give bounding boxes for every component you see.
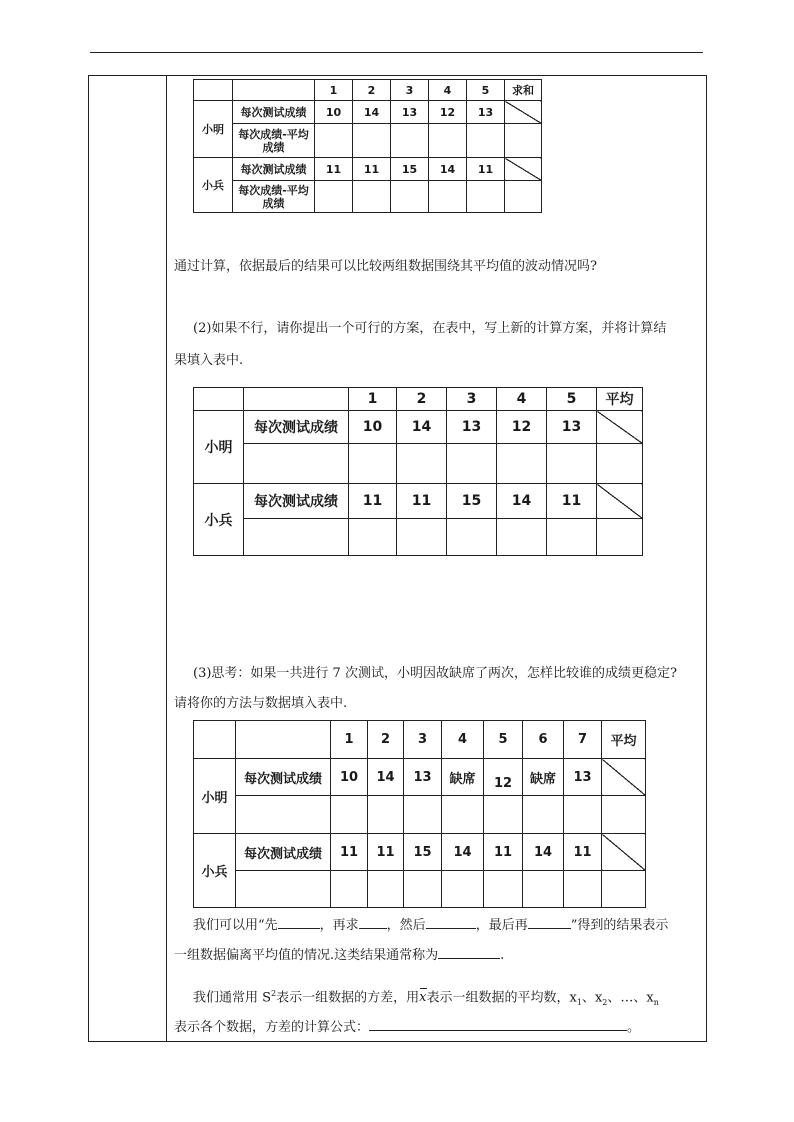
table-header-row: [194, 721, 646, 759]
question-3-line2: 请将你的方法与数据填入表中.: [174, 696, 348, 711]
header-cell: 5: [467, 80, 505, 101]
answer-blank[interactable]: [359, 915, 387, 929]
score-cell: 12: [484, 759, 523, 796]
header-cell: 1: [331, 721, 368, 759]
answer-cell[interactable]: [353, 124, 391, 158]
score-cell: 14: [523, 834, 564, 871]
text-fragment: 、x: [581, 990, 603, 1006]
question-2-line2: 果填入表中.: [174, 353, 244, 368]
header-cell: 4: [429, 80, 467, 101]
score-cell: 11: [331, 834, 368, 871]
frame-column-divider: [166, 75, 167, 1042]
text-fragment: 、…、x: [607, 990, 654, 1006]
answer-cell[interactable]: [564, 871, 602, 908]
answer-cell[interactable]: [404, 871, 442, 908]
text-fragment: ，再求: [319, 918, 359, 933]
answer-label-cell[interactable]: [236, 796, 331, 834]
score-cell: 15: [404, 834, 442, 871]
table-row: [194, 158, 542, 181]
header-cell: 求和: [505, 80, 542, 101]
answer-blank[interactable]: [278, 915, 320, 929]
answer-cell[interactable]: [597, 444, 643, 484]
row-label: 每次测试成绩: [233, 101, 315, 124]
header-cell: 3: [391, 80, 429, 101]
diagonal-cell: [597, 411, 643, 444]
score-cell: 13: [447, 411, 497, 444]
header-cell: [194, 721, 236, 759]
text-fragment: 一组数据偏离平均值的情况.这类结果通常称为: [174, 948, 439, 963]
header-cell: [244, 388, 349, 411]
answer-cell[interactable]: [467, 181, 505, 213]
row-label: 每次成绩-平均成绩: [233, 181, 315, 213]
student-name-cell: 小明: [194, 759, 236, 834]
answer-cell[interactable]: [331, 871, 368, 908]
score-cell: 13: [467, 101, 505, 124]
score-cell: 11: [547, 484, 597, 519]
score-cell: 14: [368, 759, 404, 796]
score-cell: 12: [429, 101, 467, 124]
answer-cell[interactable]: [547, 444, 597, 484]
answer-cell[interactable]: [447, 444, 497, 484]
fill-blank-line-1: [193, 915, 723, 935]
diagonal-cell: [505, 158, 542, 181]
header-cell: 6: [523, 721, 564, 759]
answer-cell[interactable]: [467, 124, 505, 158]
answer-cell[interactable]: [397, 444, 447, 484]
text-fragment: 表示各个数据，方差的计算公式：: [174, 1020, 370, 1035]
answer-cell[interactable]: [442, 871, 484, 908]
row-label: 每次成绩-平均成绩: [233, 124, 315, 158]
header-cell: [194, 388, 244, 411]
answer-cell[interactable]: [484, 871, 523, 908]
answer-label-cell[interactable]: [244, 444, 349, 484]
answer-cell[interactable]: [349, 519, 397, 556]
text-fragment: .: [500, 948, 505, 963]
header-cell: 1: [315, 80, 353, 101]
answer-cell[interactable]: [315, 124, 353, 158]
student-name-cell: 小明: [194, 411, 244, 484]
score-cell: 15: [391, 158, 429, 181]
score-cell: 14: [497, 484, 547, 519]
score-cell: 11: [349, 484, 397, 519]
answer-cell[interactable]: [564, 796, 602, 834]
answer-label-cell[interactable]: [236, 871, 331, 908]
text-fragment: ，然后: [386, 918, 426, 933]
score-cell: 11: [564, 834, 602, 871]
table-row: [194, 444, 643, 484]
answer-cell[interactable]: [497, 519, 547, 556]
answer-cell[interactable]: [368, 796, 404, 834]
answer-cell[interactable]: [331, 796, 368, 834]
subscript: n: [653, 997, 659, 1007]
text-fragment: 我们通常用 S: [193, 990, 272, 1006]
answer-cell[interactable]: [602, 871, 646, 908]
header-cell: 2: [397, 388, 447, 411]
header-cell: 4: [442, 721, 484, 759]
table-row: [194, 871, 646, 908]
score-cell: 14: [442, 834, 484, 871]
score-cell: 10: [315, 101, 353, 124]
header-cell: 3: [447, 388, 497, 411]
header-cell: 7: [564, 721, 602, 759]
answer-blank[interactable]: [426, 915, 476, 929]
score-sum-table: [193, 79, 542, 213]
answer-cell[interactable]: [523, 871, 564, 908]
student-name-cell: 小兵: [194, 484, 244, 556]
answer-cell[interactable]: [447, 519, 497, 556]
diagonal-cell: [597, 484, 643, 519]
score-cell: 13: [391, 101, 429, 124]
text-fragment: ”得到的结果表示: [570, 918, 669, 933]
table-row: [194, 124, 542, 158]
score-cell: 11: [484, 834, 523, 871]
score-cell: 15: [447, 484, 497, 519]
header-rule: [90, 52, 703, 53]
answer-cell[interactable]: [391, 181, 429, 213]
answer-cell[interactable]: [353, 181, 391, 213]
answer-cell[interactable]: [597, 519, 643, 556]
answer-cell[interactable]: [349, 444, 397, 484]
text-fragment: 表示一组数据的方差，用: [276, 990, 420, 1006]
score-cell: 14: [429, 158, 467, 181]
diagonal-cell: [602, 834, 646, 871]
score-cell: 13: [404, 759, 442, 796]
table-row: [194, 411, 643, 444]
header-cell: [194, 80, 233, 101]
score-cell: 12: [497, 411, 547, 444]
score-cell: 13: [547, 411, 597, 444]
answer-cell[interactable]: [505, 181, 542, 213]
answer-cell[interactable]: [429, 124, 467, 158]
diagonal-cell: [602, 759, 646, 796]
header-cell: 4: [497, 388, 547, 411]
score-cell: 10: [331, 759, 368, 796]
header-cell: 3: [404, 721, 442, 759]
answer-cell[interactable]: [315, 181, 353, 213]
header-cell: 5: [547, 388, 597, 411]
row-label: 每次测试成绩: [236, 759, 331, 796]
score-cell: 14: [353, 101, 391, 124]
table-header-row: [194, 388, 643, 411]
score-cell: 14: [397, 411, 447, 444]
fill-blank-line-2: [174, 945, 704, 965]
answer-cell[interactable]: [602, 796, 646, 834]
header-cell: 1: [349, 388, 397, 411]
question-1: 通过计算，依据最后的结果可以比较两组数据围绕其平均值的波动情况吗?: [174, 259, 597, 274]
answer-cell[interactable]: [523, 796, 564, 834]
student-name-cell: 小明: [194, 101, 233, 158]
student-name-cell: 小兵: [194, 834, 236, 908]
text-fragment: ，最后再: [475, 918, 528, 933]
table-row: [194, 181, 542, 213]
answer-cell[interactable]: [391, 124, 429, 158]
answer-label-cell[interactable]: [244, 519, 349, 556]
text-fragment: 我们可以用“先: [193, 918, 278, 933]
formula-blank[interactable]: [369, 1017, 627, 1031]
answer-cell[interactable]: [397, 519, 447, 556]
absent-cell: 缺席: [523, 759, 564, 796]
header-cell: 2: [368, 721, 404, 759]
score-cell: 11: [368, 834, 404, 871]
answer-cell[interactable]: [505, 124, 542, 158]
answer-cell[interactable]: [368, 871, 404, 908]
text-fragment: 。: [627, 1020, 641, 1035]
header-cell: 平均: [602, 721, 646, 759]
table-row: [194, 484, 643, 519]
score-cell: 10: [349, 411, 397, 444]
score-cell: 11: [353, 158, 391, 181]
answer-blank[interactable]: [438, 945, 500, 959]
score-cell: 13: [564, 759, 602, 796]
table-row: [194, 834, 646, 871]
answer-cell[interactable]: [429, 181, 467, 213]
header-cell: 5: [484, 721, 523, 759]
question-3-line1: (3)思考：如果一共进行 7 次测试，小明因故缺席了两次，怎样比较谁的成绩更稳定?: [193, 666, 677, 681]
header-cell: [233, 80, 315, 101]
absent-cell: 缺席: [442, 759, 484, 796]
subscript: 1: [576, 997, 582, 1007]
subscript: 2: [602, 997, 608, 1007]
variance-line-1: [193, 985, 703, 1012]
mean-symbol: x: [419, 990, 427, 1006]
superscript: 2: [271, 989, 277, 998]
header-cell: 2: [353, 80, 391, 101]
header-cell: [236, 721, 331, 759]
diagonal-cell: [505, 101, 542, 124]
table-header-row: [194, 80, 542, 101]
table-row: [194, 796, 646, 834]
answer-cell[interactable]: [547, 519, 597, 556]
table-row: [194, 101, 542, 124]
answer-cell[interactable]: [484, 796, 523, 834]
header-cell: 平均: [597, 388, 643, 411]
score-cell: 11: [315, 158, 353, 181]
variance-line-2: [174, 1017, 704, 1037]
row-label: 每次测试成绩: [236, 834, 331, 871]
table-row: [194, 519, 643, 556]
row-label: 每次测试成绩: [244, 484, 349, 519]
question-2-line1: (2)如果不行，请你提出一个可行的方案，在表中，写上新的计算方案，并将计算结: [193, 321, 667, 336]
score-average-table: [193, 387, 643, 556]
row-label: 每次测试成绩: [244, 411, 349, 444]
answer-cell[interactable]: [497, 444, 547, 484]
row-label: 每次测试成绩: [233, 158, 315, 181]
answer-blank[interactable]: [528, 915, 571, 929]
table-row: [194, 759, 646, 796]
student-name-cell: 小兵: [194, 158, 233, 213]
answer-cell[interactable]: [404, 796, 442, 834]
text-fragment: 表示一组数据的平均数，x: [426, 990, 577, 1006]
seven-test-table: [193, 720, 646, 908]
answer-cell[interactable]: [442, 796, 484, 834]
score-cell: 11: [397, 484, 447, 519]
score-cell: 11: [467, 158, 505, 181]
